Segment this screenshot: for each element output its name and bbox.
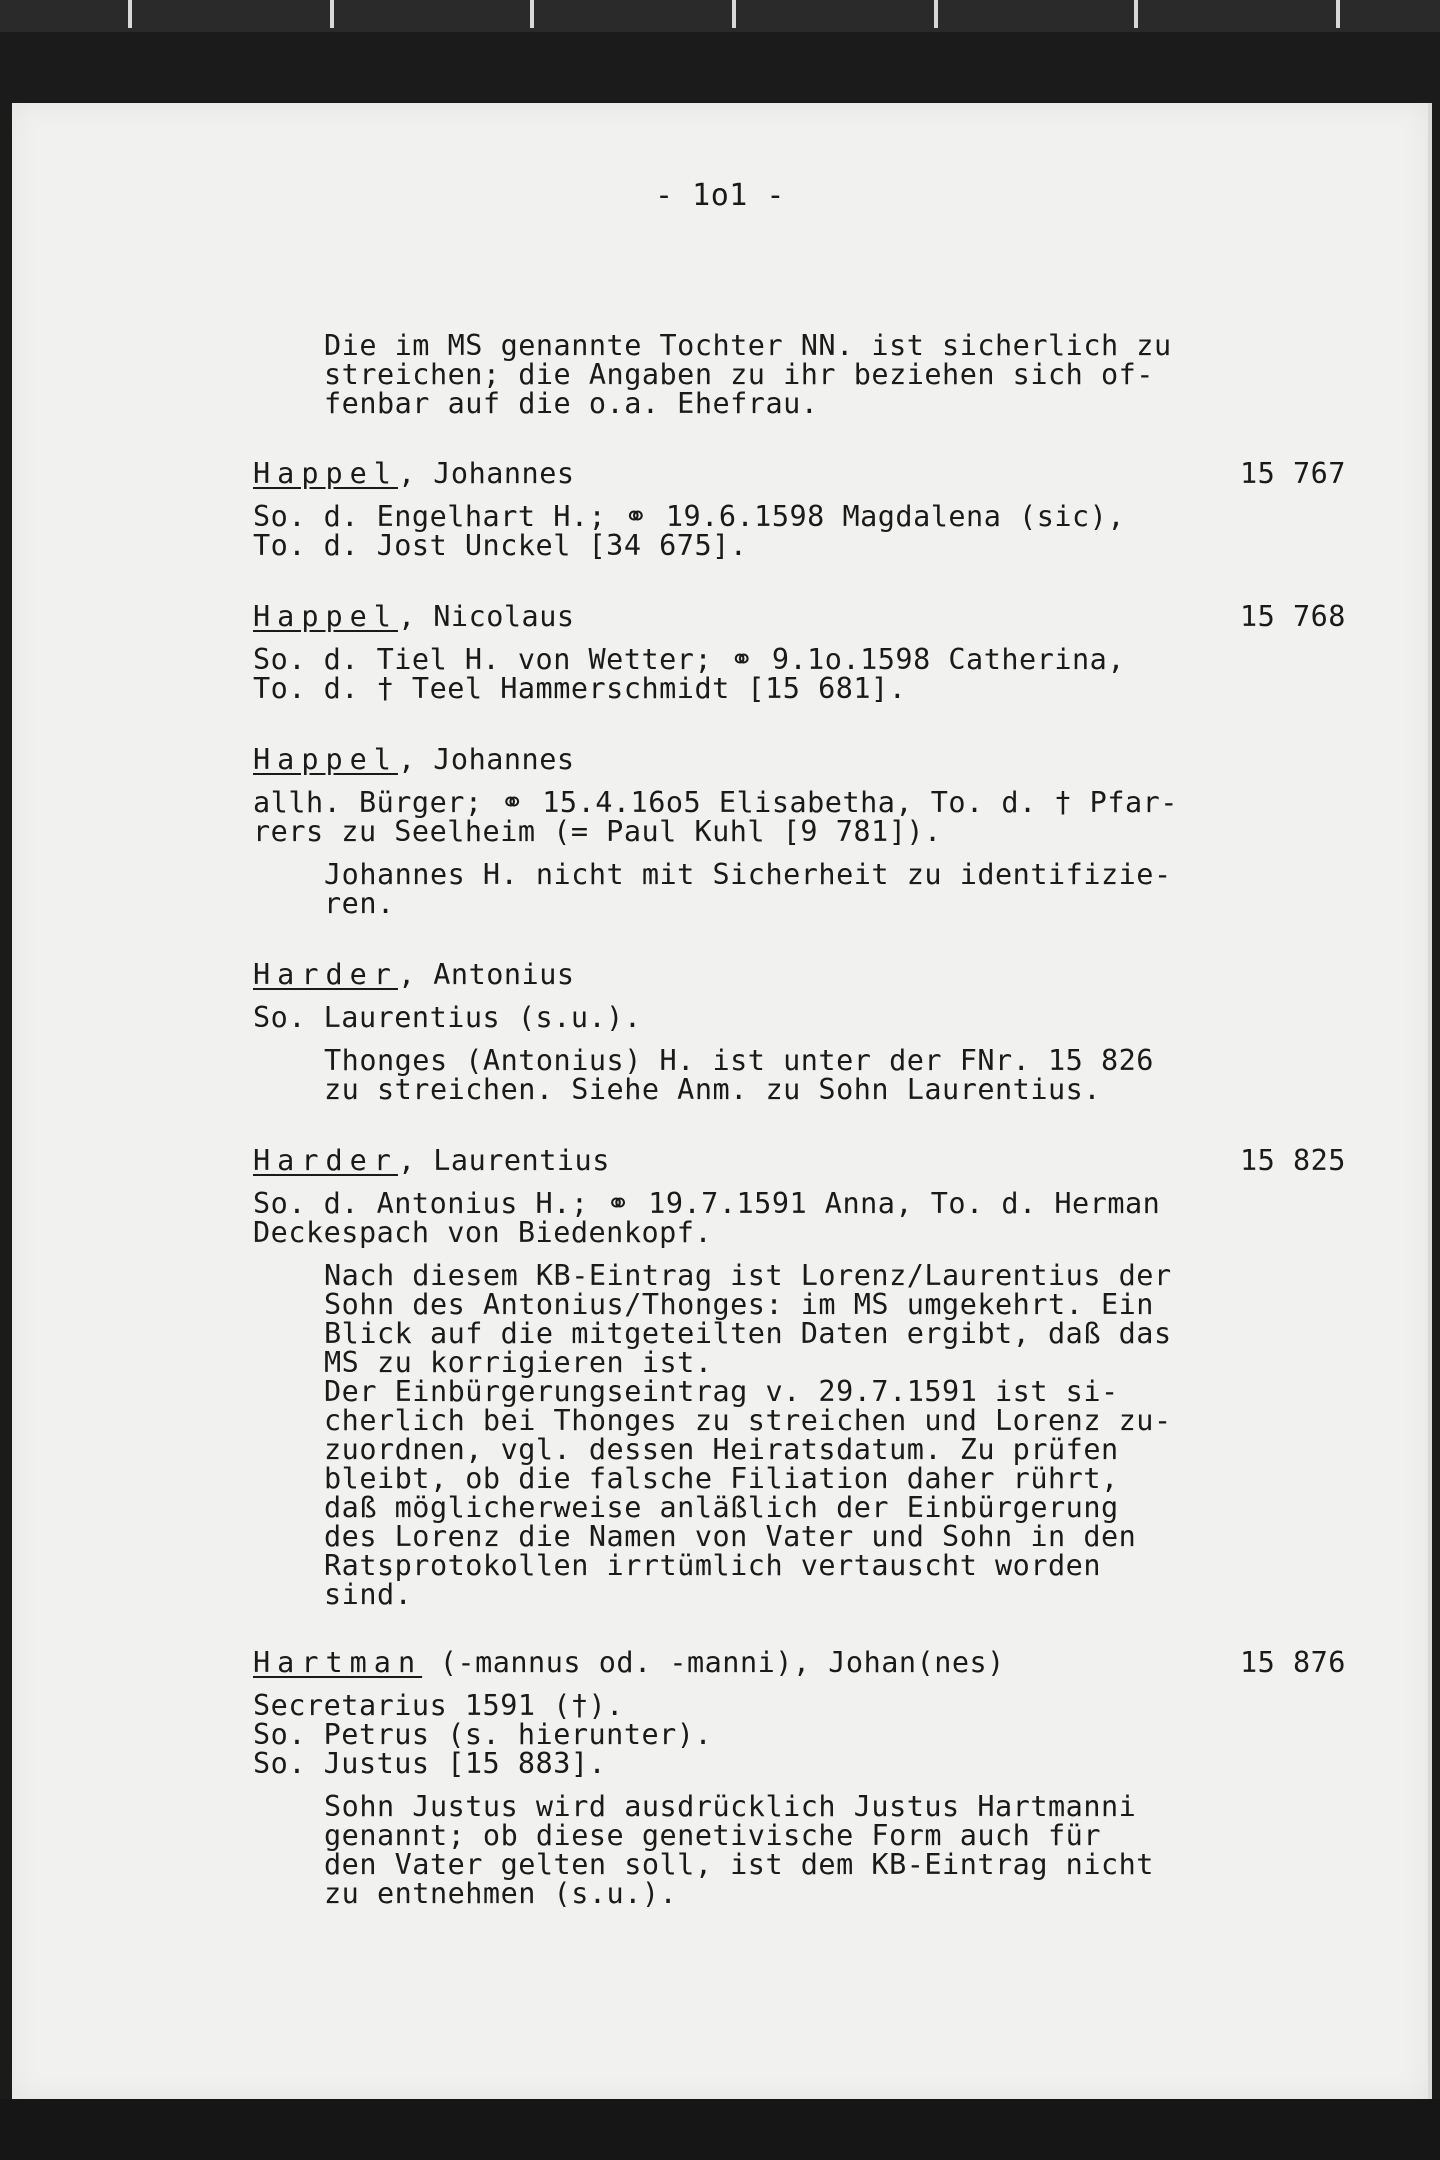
entry-fnr: 15 767 <box>1240 457 1346 490</box>
entry-heading <box>253 1648 1005 1677</box>
entry-heading <box>253 602 575 631</box>
entry-line: Secretarius 1591 (†). <box>253 1689 624 1722</box>
entry-line: So. Laurentius (s.u.). <box>253 1001 642 1034</box>
entry-given-name: , Johannes <box>397 457 575 490</box>
scan-tick <box>1134 0 1138 28</box>
document-page <box>12 103 1428 2099</box>
entry-note: sind. <box>324 1578 413 1611</box>
entry-line: Deckespach von Biedenkopf. <box>253 1216 713 1249</box>
entry-note: zu streichen. Siehe Anm. zu Sohn Laurentius. <box>324 1073 1101 1106</box>
entry-given-name: (-mannus od. -manni), Johan(nes) <box>422 1646 1005 1679</box>
scan-tick <box>330 0 334 28</box>
scan-tick <box>530 0 534 28</box>
entry-note: genannt; ob diese genetivische Form auch für <box>324 1819 1101 1852</box>
intro-line: streichen; die Angaben zu ihr beziehen sich of- <box>324 358 1154 391</box>
entry-note: Der Einbürgerungseintrag v. 29.7.1591 ist si- <box>324 1375 1119 1408</box>
entry-heading <box>253 1146 610 1175</box>
entry-line: So. d. Tiel H. von Wetter; ⚭ 9.1o.1598 Catherina, <box>253 643 1125 676</box>
entry-note: MS zu korrigieren ist. <box>324 1346 713 1379</box>
entry-note: daß möglicherweise anläßlich der Einbürgerung <box>324 1491 1119 1524</box>
entry-heading <box>253 960 575 989</box>
scan-tick <box>128 0 132 28</box>
entry-note: Blick auf die mitgeteilten Daten ergibt, daß das <box>324 1317 1172 1350</box>
scan-tick <box>934 0 938 28</box>
entry-note: bleibt, ob die falsche Filiation daher rührt, <box>324 1462 1119 1495</box>
entry-given-name: , Nicolaus <box>397 600 575 633</box>
entry-note: Ratsprotokollen irrtümlich vertauscht worden <box>324 1549 1101 1582</box>
entry-heading <box>253 745 575 774</box>
entry-heading <box>253 459 575 488</box>
entry-line: So. Justus [15 883]. <box>253 1747 607 1780</box>
entry-line: allh. Bürger; ⚭ 15.4.16o5 Elisabetha, To. d. † Pfar- <box>253 786 1178 819</box>
entry-note: cherlich bei Thonges zu streichen und Lorenz zu- <box>324 1404 1172 1437</box>
entry-surname: Hartman <box>253 1646 423 1679</box>
entry-note: Johannes H. nicht mit Sicherheit zu identifizie- <box>324 858 1172 891</box>
entry-fnr: 15 876 <box>1240 1646 1346 1679</box>
entry-given-name: , Antonius <box>397 958 575 991</box>
entry-note: zuordnen, vgl. dessen Heiratsdatum. Zu prüfen <box>324 1433 1119 1466</box>
page-number: - 1o1 - <box>655 178 785 213</box>
entry-line: rers zu Seelheim (= Paul Kuhl [9 781]). <box>253 815 942 848</box>
intro-line: fenbar auf die o.a. Ehefrau. <box>324 387 819 420</box>
entry-note: Nach diesem KB-Eintrag ist Lorenz/Laurentius der <box>324 1259 1172 1292</box>
entry-note: Thonges (Antonius) H. ist unter der FNr. 15 826 <box>324 1044 1154 1077</box>
scanner-bottom <box>0 2099 1440 2160</box>
scan-tick <box>732 0 736 28</box>
entry-note: zu entnehmen (s.u.). <box>324 1877 678 1910</box>
scanner-strip <box>0 0 1440 32</box>
entry-surname: Happel <box>253 600 398 633</box>
entry-line: So. d. Antonius H.; ⚭ 19.7.1591 Anna, To. d. Herman <box>253 1187 1161 1220</box>
entry-line: So. Petrus (s. hierunter). <box>253 1718 713 1751</box>
entry-surname: Happel <box>253 743 398 776</box>
entry-line: To. d. † Teel Hammerschmidt [15 681]. <box>253 672 907 705</box>
entry-fnr: 15 768 <box>1240 600 1346 633</box>
entry-line: So. d. Engelhart H.; ⚭ 19.6.1598 Magdalena (sic), <box>253 500 1125 533</box>
entry-surname: Harder <box>253 1144 398 1177</box>
entry-note: Sohn des Antonius/Thonges: im MS umgekehrt. Ein <box>324 1288 1154 1321</box>
entry-note: ren. <box>324 887 395 920</box>
page-text <box>12 103 1428 1910</box>
entry-given-name: , Laurentius <box>397 1144 610 1177</box>
entry-surname: Harder <box>253 958 398 991</box>
scan-tick <box>1336 0 1340 28</box>
intro-line: Die im MS genannte Tochter NN. ist sicherlich zu <box>324 329 1172 362</box>
entry-fnr: 15 825 <box>1240 1144 1346 1177</box>
entry-line: To. d. Jost Unckel [34 675]. <box>253 529 748 562</box>
entry-note: den Vater gelten soll, ist dem KB-Eintrag nicht <box>324 1848 1154 1881</box>
entry-note: Sohn Justus wird ausdrücklich Justus Hartmanni <box>324 1790 1137 1823</box>
entry-note: des Lorenz die Namen von Vater und Sohn in den <box>324 1520 1137 1553</box>
entry-given-name: , Johannes <box>397 743 575 776</box>
entry-surname: Happel <box>253 457 398 490</box>
